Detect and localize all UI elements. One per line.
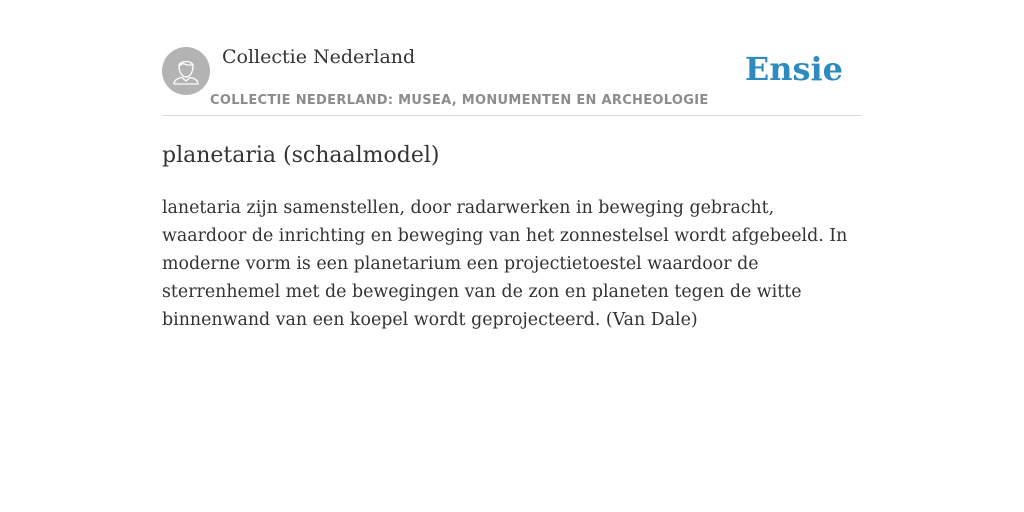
author-subtitle: COLLECTIE NEDERLAND: MUSEA, MONUMENTEN EN ARCHEOLOGIE [210, 93, 709, 108]
page [162, 0, 862, 334]
page-title: planetaria (schaalmodel) [162, 143, 440, 168]
author-name[interactable]: Collectie Nederland [222, 46, 416, 68]
avatar[interactable] [162, 47, 210, 95]
header [162, 47, 862, 116]
article-body: lanetaria zijn samenstellen, door radarwerken in beweging gebracht, waardoor de inrichting en beweging van het zonnestelsel wordt afgebeeld. In moderne vorm is een planetarium een projectietoestel waardoor de sterrenhemel met de bewegingen van de zon en planeten tegen de witte binnenwand van een koepel wordt geprojecteerd. (Van Dale) [162, 198, 848, 330]
brand-logo[interactable]: Ensie [744, 50, 843, 88]
user-icon [162, 47, 210, 95]
